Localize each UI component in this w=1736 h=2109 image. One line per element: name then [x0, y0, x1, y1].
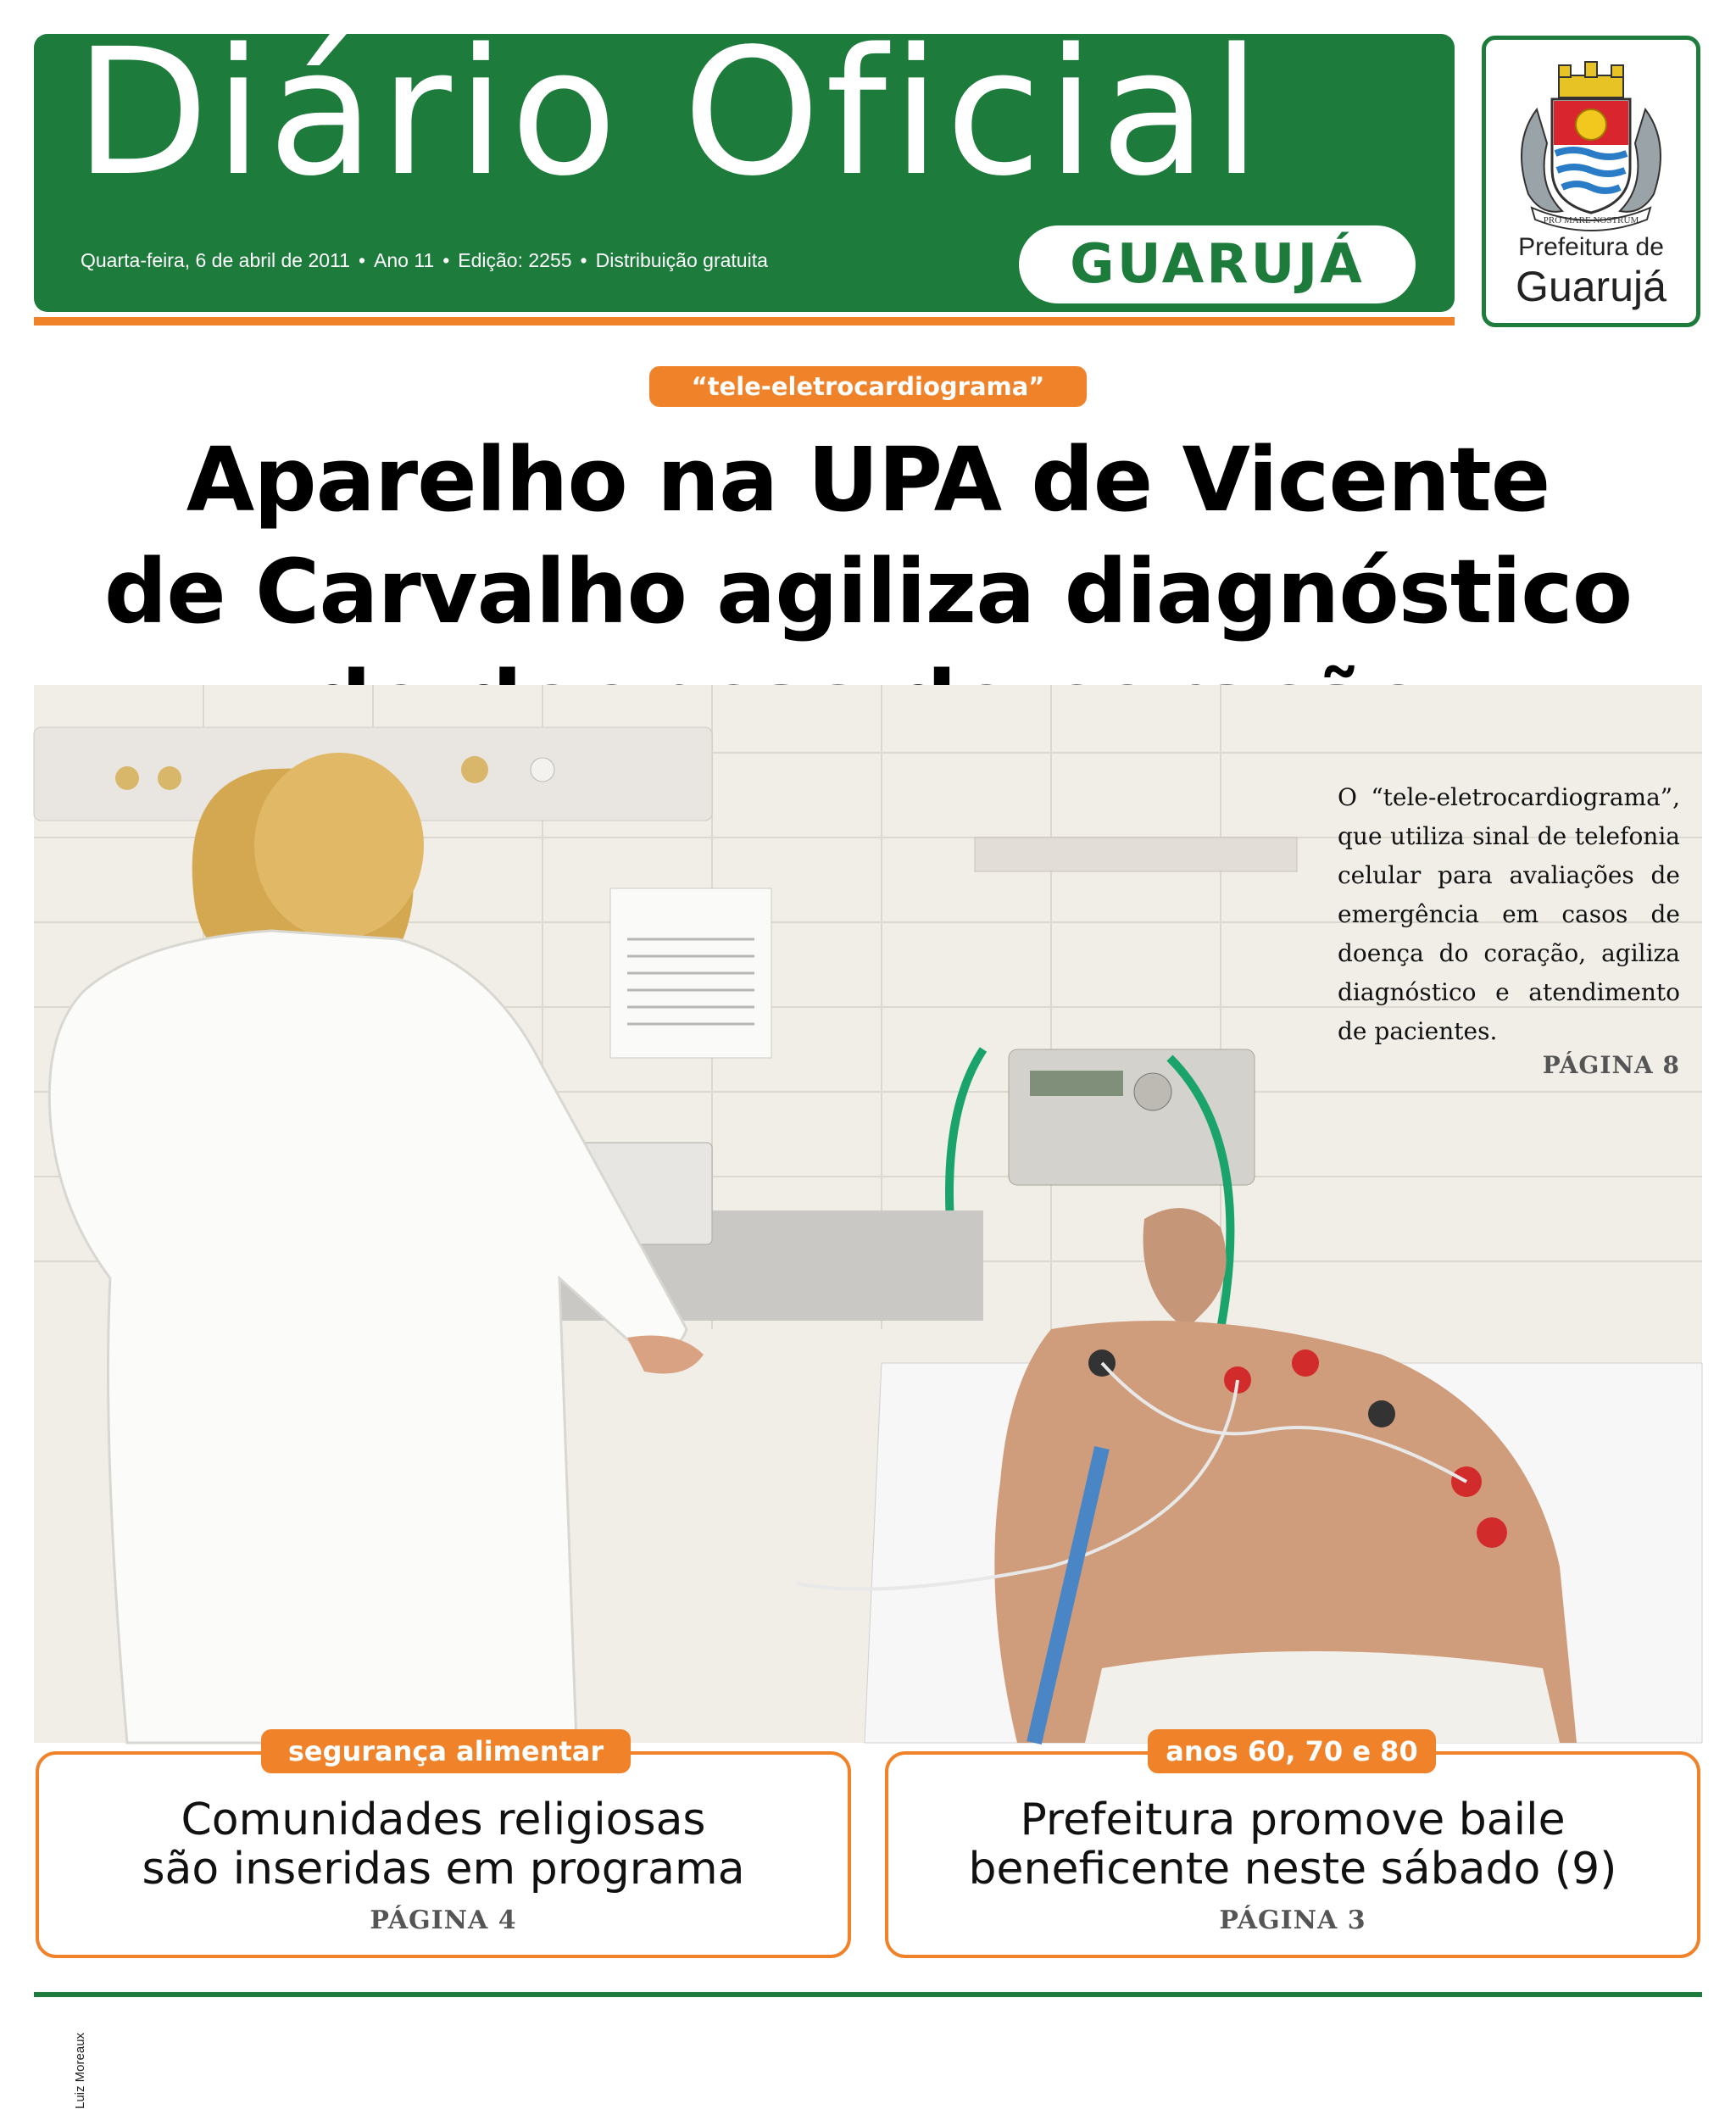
teaser-tag: segurança alimentar: [261, 1729, 631, 1773]
city-hall-logo: [1482, 36, 1700, 327]
teaser-title-line: Prefeitura promove baile: [1020, 1795, 1566, 1845]
masthead-banner: [34, 11, 1455, 312]
city-name: GUARUJÁ: [1070, 233, 1365, 296]
teaser-title-line: Comunidades religiosas: [181, 1795, 706, 1845]
city-badge: [1019, 225, 1416, 303]
distribution-note: Distribuição gratuita: [595, 249, 768, 271]
teaser-page-ref[interactable]: PÁGINA 3: [1219, 1906, 1366, 1935]
logo-text-line2: Guarujá: [1516, 263, 1666, 310]
teaser-tag: anos 60, 70 e 80: [1148, 1729, 1436, 1773]
teaser-box-charity-ball[interactable]: [885, 1735, 1700, 1958]
issue-edition: Edição: 2255: [458, 249, 572, 271]
headline-line: de Carvalho agiliza diagnóstico: [103, 540, 1633, 643]
main-story-lead: O “tele-eletrocardiograma”, que utiliza sinal de telefonia celular para avaliações de emergência em casos de doença do coração, agiliza diagnóstico e atendimento de pacientes.: [1338, 783, 1680, 1045]
teaser-title-line: são inseridas em programa: [142, 1844, 745, 1895]
main-story-tag: “tele-eletrocardiograma”: [649, 366, 1087, 407]
separator-dot: •: [580, 249, 587, 271]
masthead-orange-rule: [34, 317, 1455, 326]
main-story-page-ref[interactable]: PÁGINA 8: [1542, 1051, 1680, 1079]
teaser-title-line: beneficente neste sábado (9): [968, 1844, 1617, 1895]
separator-dot: •: [358, 249, 365, 271]
logo-motto: PRO MARE NOSTRUM: [1543, 215, 1639, 225]
footer-green-rule: [34, 1992, 1702, 1997]
teaser-page-ref[interactable]: PÁGINA 4: [370, 1906, 517, 1935]
issue-date: Quarta-feira, 6 de abril de 2011: [81, 249, 350, 271]
teaser-box-food-security[interactable]: [36, 1735, 851, 1958]
separator-dot: •: [442, 249, 450, 271]
photo-credit: Luiz Moreaux: [73, 2032, 87, 2109]
coat-of-arms-icon: [1503, 50, 1679, 230]
logo-text-line1: Prefeitura de: [1518, 233, 1664, 261]
issue-year: Ano 11: [374, 249, 435, 271]
masthead-info-line: [81, 249, 768, 272]
teaser-title: [39, 1795, 848, 1894]
headline-line: Aparelho na UPA de Vicente: [186, 428, 1550, 531]
teaser-title: [888, 1795, 1697, 1894]
masthead-title: Diário Oficial: [75, 11, 1266, 214]
